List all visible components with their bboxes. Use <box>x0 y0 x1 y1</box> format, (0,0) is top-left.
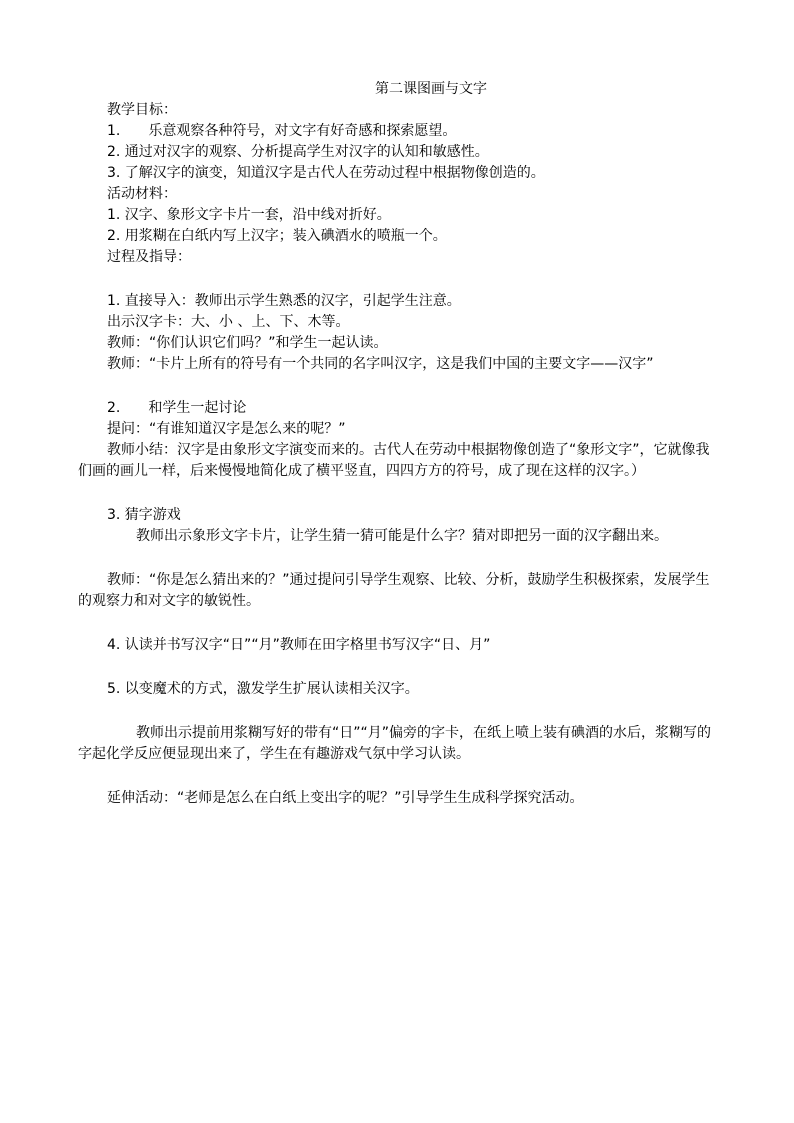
materials-heading: 活动材料： <box>107 186 177 202</box>
process-heading: 过程及指导： <box>107 249 191 265</box>
step5-heading: 5. 以变魔术的方式，激发学生扩展认读相关汉字。 <box>107 681 419 697</box>
objective-item-1: 1. 乐意观察各种符号，对文字有好奇感和探索愿望。 <box>107 123 457 139</box>
step1-teacher-explain: 教师：“卡片上所有的符号有一个共同的名字叫汉字，这是我们中国的主要文字——汉字” <box>107 356 654 372</box>
step1-teacher-question: 教师：“你们认识它们吗？”和学生一起认读。 <box>107 335 388 351</box>
objective-item-2: 2. 通过对汉字的观察、分析提高学生对汉字的认知和敏感性。 <box>107 144 489 160</box>
document-title: 第二课图画与文字 <box>375 81 487 97</box>
step1-cards: 出示汉字卡：大、小 、上、下、木等。 <box>107 314 350 330</box>
step3-teacher-question: 教师：“你是怎么猜出来的？”通过提问引导学生观察、比较、分析，鼓励学生积极探索，发展学生的观察力和对文字的敏锐性。 <box>78 572 710 609</box>
objectives-heading: 教学目标： <box>107 102 177 118</box>
step3-guess: 教师出示象形文字卡片，让学生猜一猜可能是什么字？猜对即把另一面的汉字翻出来。 <box>136 528 668 544</box>
material-item-2: 2. 用浆糊在白纸内写上汉字；装入碘酒水的喷瓶一个。 <box>107 228 447 244</box>
material-item-1: 1. 汉字、象形文字卡片一套，沿中线对折好。 <box>107 207 391 223</box>
step2-heading: 2. 和学生一起讨论 <box>107 400 247 416</box>
step1-heading: 1. 直接导入：教师出示学生熟悉的汉字，引起学生注意。 <box>107 293 461 309</box>
document-page <box>78 79 719 809</box>
objective-item-3: 3. 了解汉字的演变，知道汉字是古代人在劳动过程中根据物像创造的。 <box>107 165 545 181</box>
step5-detail: 教师出示提前用浆糊写好的带有“日”“月”偏旁的字卡，在纸上喷上装有碘酒的水后，浆糊写的字起化学反应便显现出来了，学生在有趣游戏气氛中学习认读。 <box>78 725 712 762</box>
step3-heading: 3. 猜字游戏 <box>107 507 181 523</box>
step4-heading: 4. 认读并书写汉字“日”“月”教师在田字格里书写汉字“日、月” <box>107 637 491 653</box>
step2-question: 提问：“有谁知道汉字是怎么来的呢？” <box>107 421 346 437</box>
step2-summary: 教师小结：汉字是由象形文字演变而来的。古代人在劳动中根据物像创造了“象形文字”，它就像我们画的画儿一样，后来慢慢地简化成了横平竖直，四四方方的符号，成了现在这样的汉字。） <box>78 442 710 479</box>
extension-activity: 延伸活动：“老师是怎么在白纸上变出字的呢？”引导学生生成科学探究活动。 <box>107 790 584 806</box>
